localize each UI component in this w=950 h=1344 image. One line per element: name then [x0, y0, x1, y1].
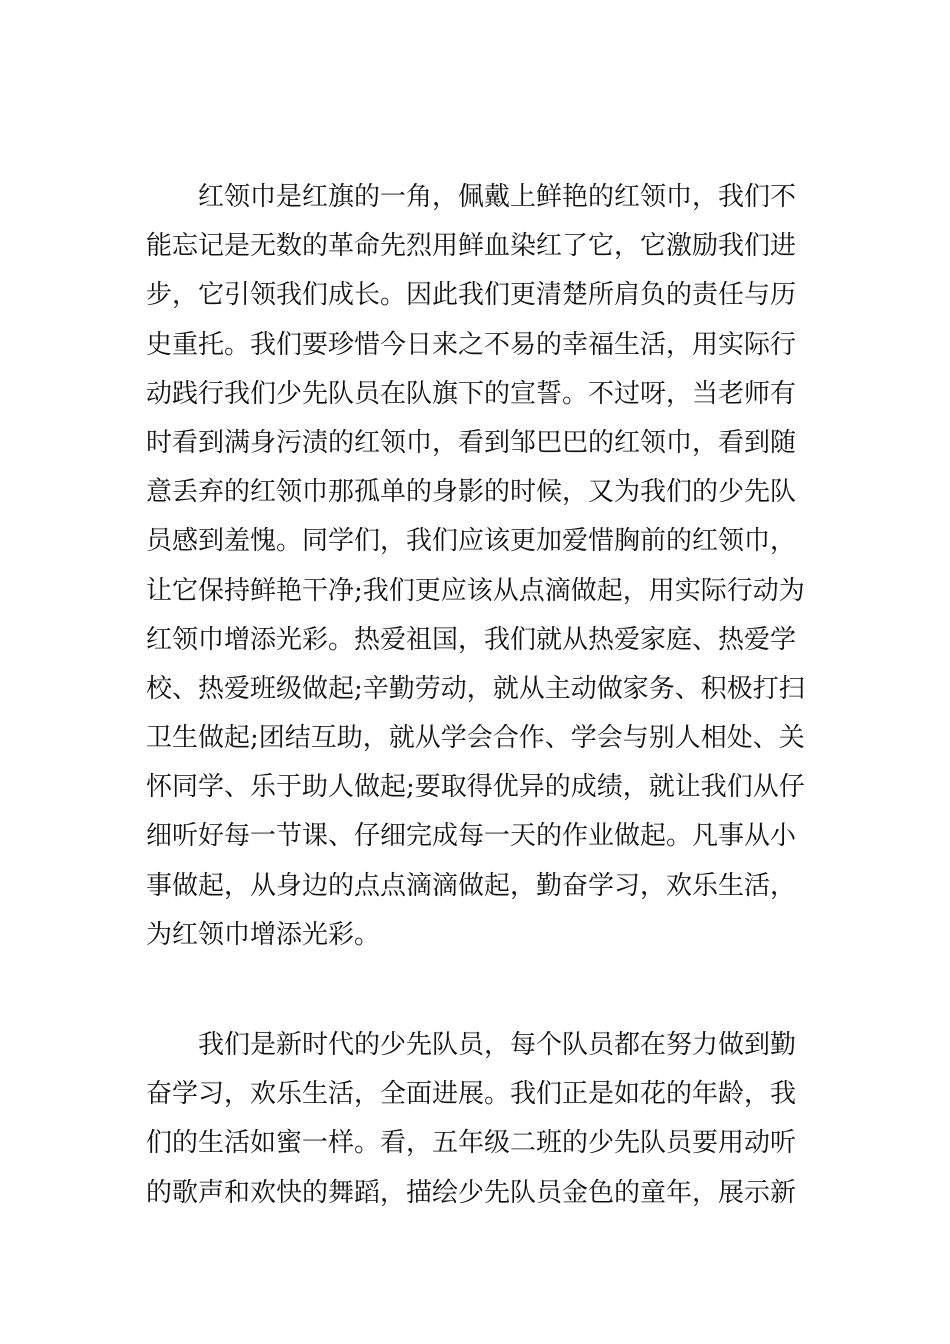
- text-line: 事做起，从身边的点点滴滴做起，勤奋学习，欢乐生活，: [146, 870, 797, 901]
- text-line: 校、热爱班级做起;辛勤劳动，就从主动做家务、积极打扫: [146, 673, 805, 704]
- text-line: 意丢弃的红领巾那孤单的身影的时候，又为我们的少先队: [146, 477, 797, 508]
- text-line: 奋学习，欢乐生活，全面进展。我们正是如花的年龄，我: [146, 1079, 797, 1110]
- text-line: 为红领巾增添光彩。: [146, 919, 381, 950]
- text-line: 们的生活如蜜一样。看，五年级二班的少先队员要用动听: [146, 1128, 797, 1159]
- text-line: 的歌声和欢快的舞蹈，描绘少先队员金色的童年，展示新: [146, 1177, 797, 1208]
- text-line: 细听好每一节课、仔细完成每一天的作业做起。凡事从小: [146, 821, 797, 852]
- text-line: 动践行我们少先队员在队旗下的宣誓。不过呀，当老师有: [146, 378, 797, 409]
- paragraph-1: [146, 173, 810, 960]
- text-line: 卫生做起;团结互助，就从学会合作、学会与别人相处、关: [146, 723, 805, 754]
- text-line: 史重托。我们要珍惜今日来之不易的幸福生活，用实际行: [146, 329, 797, 360]
- text-line: 红领巾是红旗的一角，佩戴上鲜艳的红领巾，我们不: [146, 182, 797, 212]
- text-line: 时看到满身污渍的红领巾，看到邹巴巴的红领巾，看到随: [146, 427, 797, 458]
- paragraph-2: [146, 1021, 810, 1218]
- text-line: 怀同学、乐于助人做起;要取得优异的成绩，就让我们从仔: [146, 772, 805, 803]
- text-line: 步，它引领我们成长。因此我们更清楚所肩负的责任与历: [146, 280, 797, 311]
- text-line: 能忘记是无数的革命先烈用鲜血染红了它，它激励我们进: [146, 231, 797, 262]
- text-line: 红领巾增添光彩。热爱祖国，我们就从热爱家庭、热爱学: [146, 624, 797, 655]
- text-line: 让它保持鲜艳干净;我们更应该从点滴做起，用实际行动为: [146, 575, 805, 606]
- text-line: 我们是新时代的少先队员，每个队员都在努力做到勤: [146, 1030, 797, 1060]
- text-line: 员感到羞愧。同学们，我们应该更加爱惜胸前的红领巾，: [146, 526, 797, 557]
